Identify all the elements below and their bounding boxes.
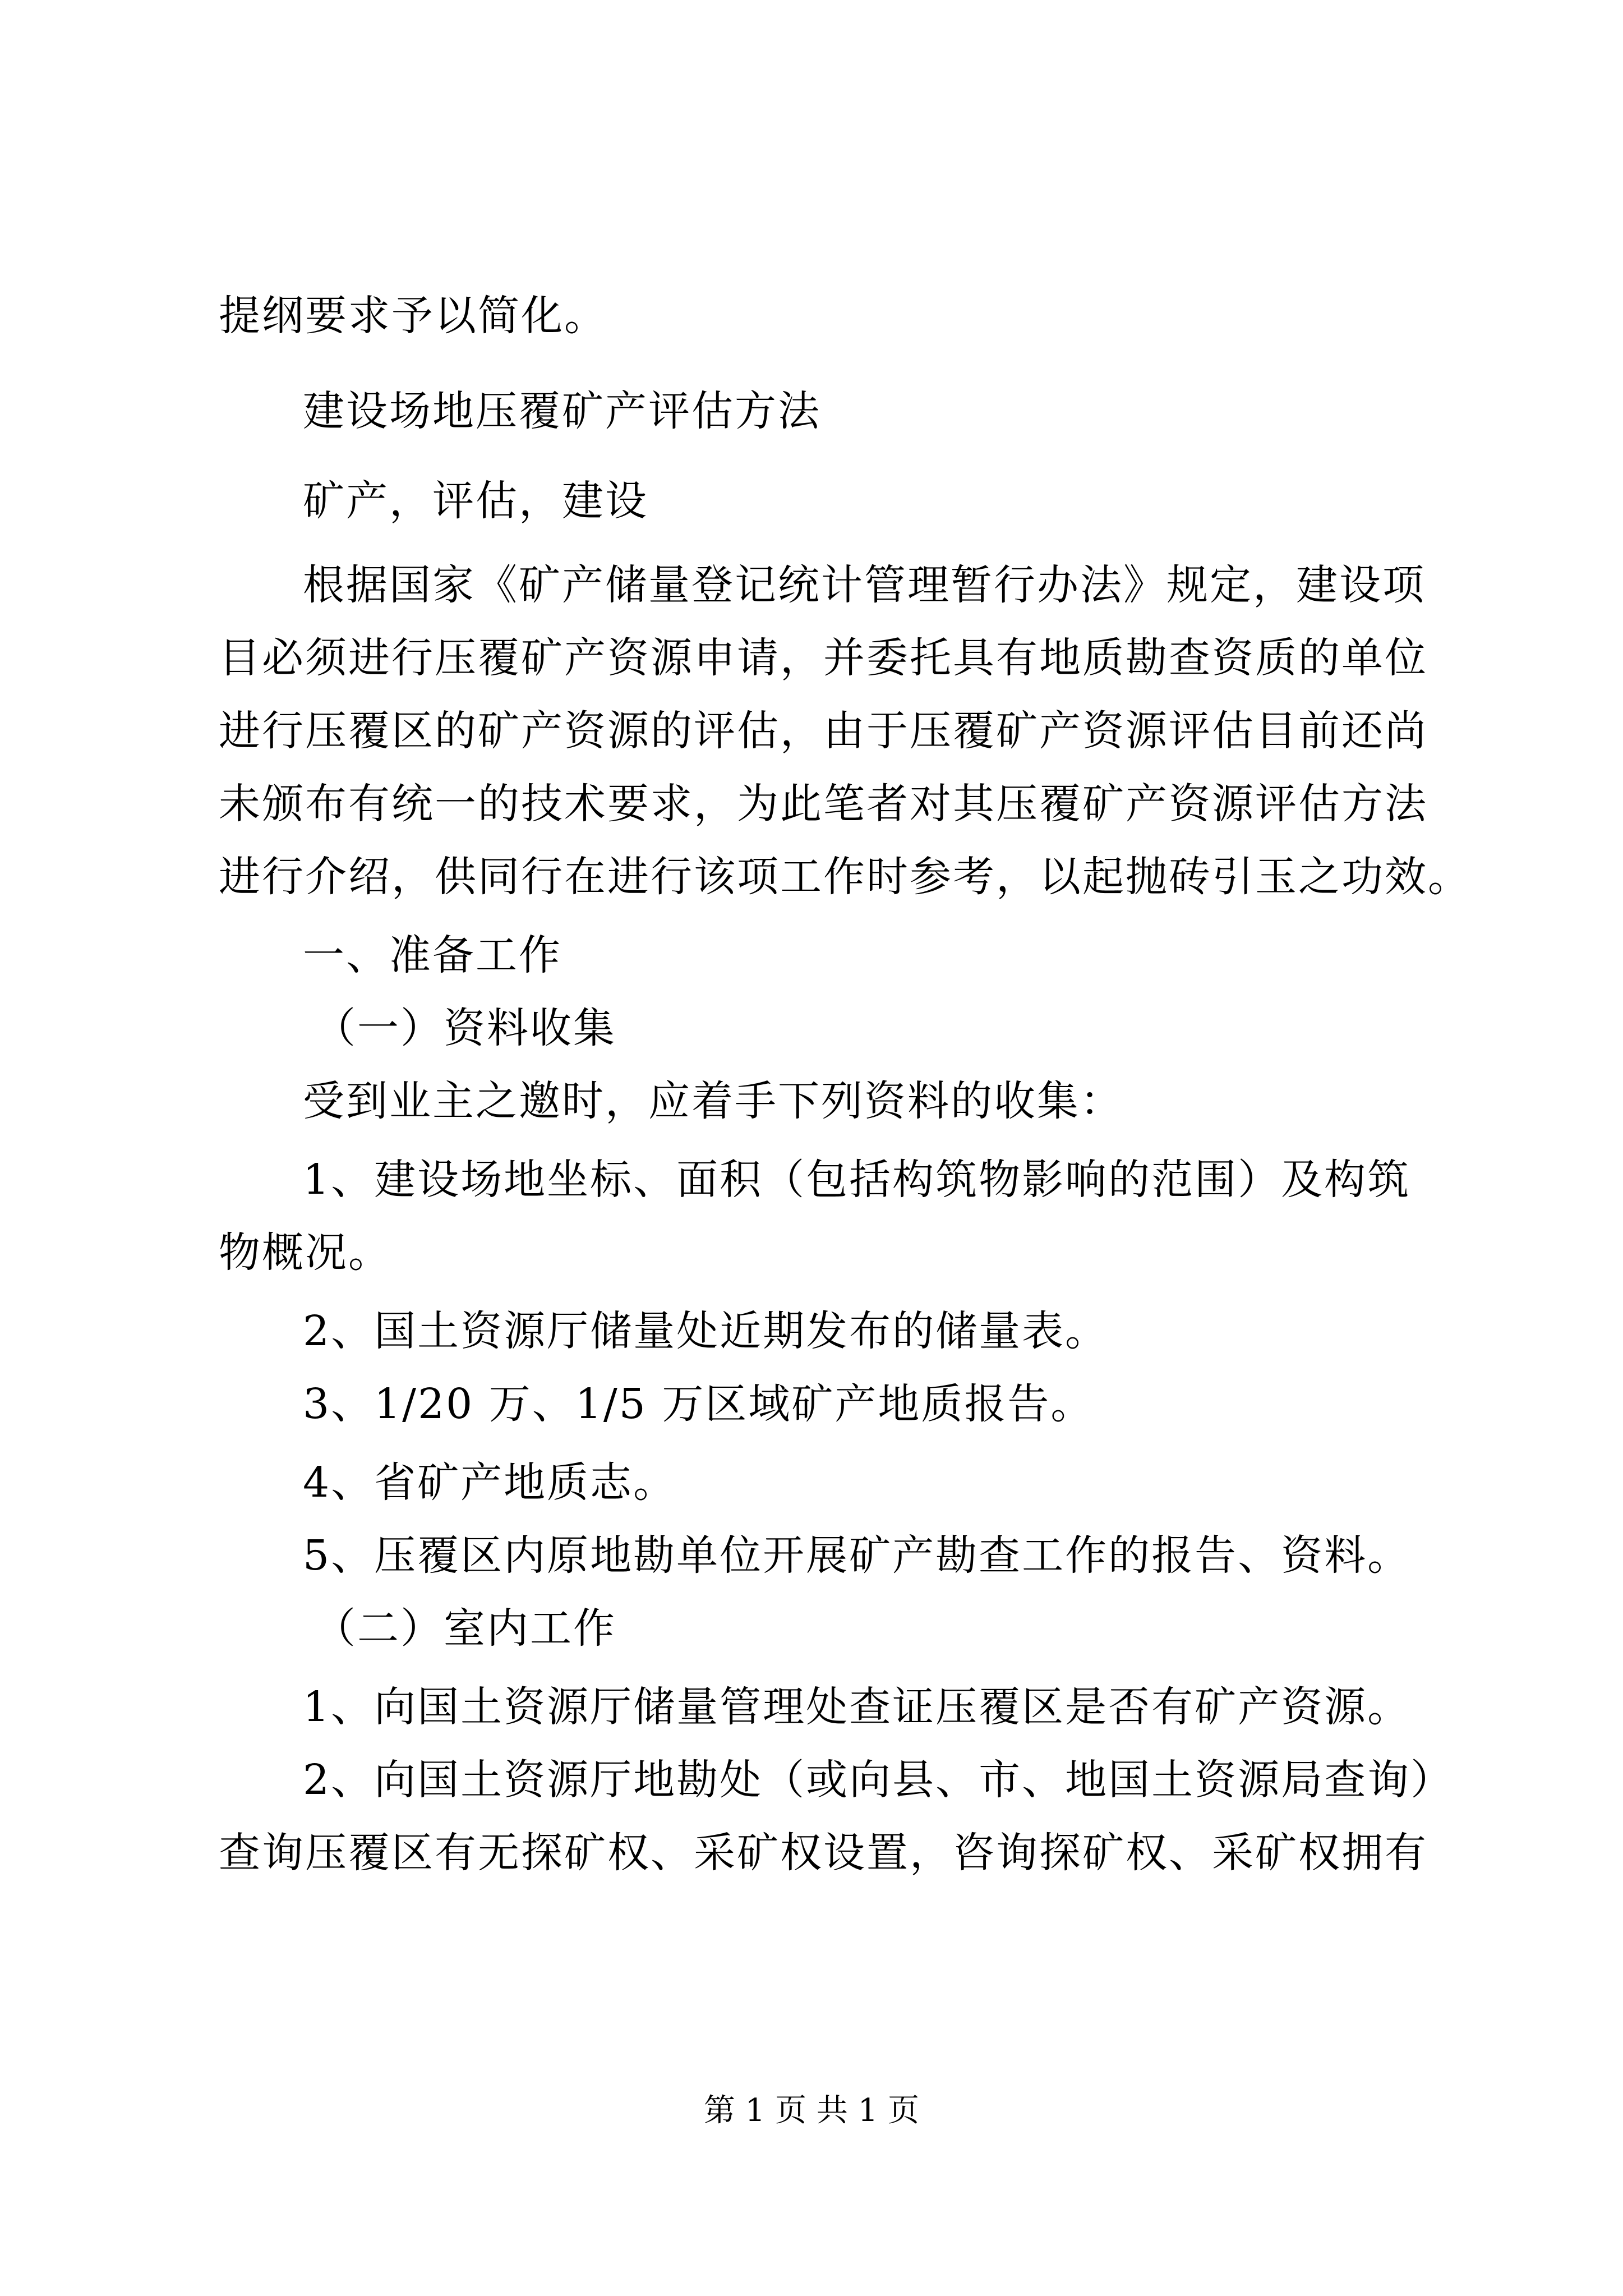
list-item: 4、省矿产地质志。 xyxy=(303,1458,677,1507)
list-item: 2、向国土资源厅地勘处（或向县、市、地国土资源局查询） xyxy=(303,1756,1454,1804)
list-item: 3、1/20 万、1/5 万区域矿产地质报告。 xyxy=(303,1380,1094,1428)
subsection-heading: （一）资料收集 xyxy=(314,1004,616,1052)
list-item: 1、建设场地坐标、面积（包括构筑物影响的范围）及构筑 xyxy=(303,1156,1411,1204)
section-heading: 一、准备工作 xyxy=(303,931,562,979)
paragraph-line: 根据国家《矿产储量登记统计管理暂行办法》规定，建设项 xyxy=(303,561,1426,609)
keywords-line: 矿产，评估，建设 xyxy=(303,477,648,525)
paragraph-line: 进行介绍，供同行在进行该项工作时参考，以起抛砖引玉之功效。 xyxy=(219,853,1471,901)
document-title: 建设场地压覆矿产评估方法 xyxy=(303,387,821,435)
paragraph-line: 受到业主之邀时，应着手下列资料的收集： xyxy=(303,1077,1123,1125)
paragraph-line: 未颁布有统一的技术要求，为此笔者对其压覆矿产资源评估方法 xyxy=(219,780,1428,828)
list-item-continuation: 查询压覆区有无探矿权、采矿权设置，咨询探矿权、采矿权拥有 xyxy=(219,1829,1428,1877)
subsection-heading: （二）室内工作 xyxy=(314,1604,616,1653)
text-line: 提纲要求予以简化。 xyxy=(219,292,607,340)
list-item-continuation: 物概况。 xyxy=(219,1228,391,1277)
list-item: 2、国土资源厅储量处近期发布的储量表。 xyxy=(303,1307,1109,1355)
list-item: 5、压覆区内原地勘单位开展矿产勘查工作的报告、资料。 xyxy=(303,1531,1411,1580)
paragraph-line: 目必须进行压覆矿产资源申请，并委托具有地质勘查资质的单位 xyxy=(219,634,1428,682)
paragraph-line: 进行压覆区的矿产资源的评估，由于压覆矿产资源评估目前还尚 xyxy=(219,707,1428,755)
list-item: 1、向国土资源厅储量管理处查证压覆区是否有矿产资源。 xyxy=(303,1683,1411,1731)
page-footer: 第 1 页 共 1 页 xyxy=(703,2092,920,2129)
